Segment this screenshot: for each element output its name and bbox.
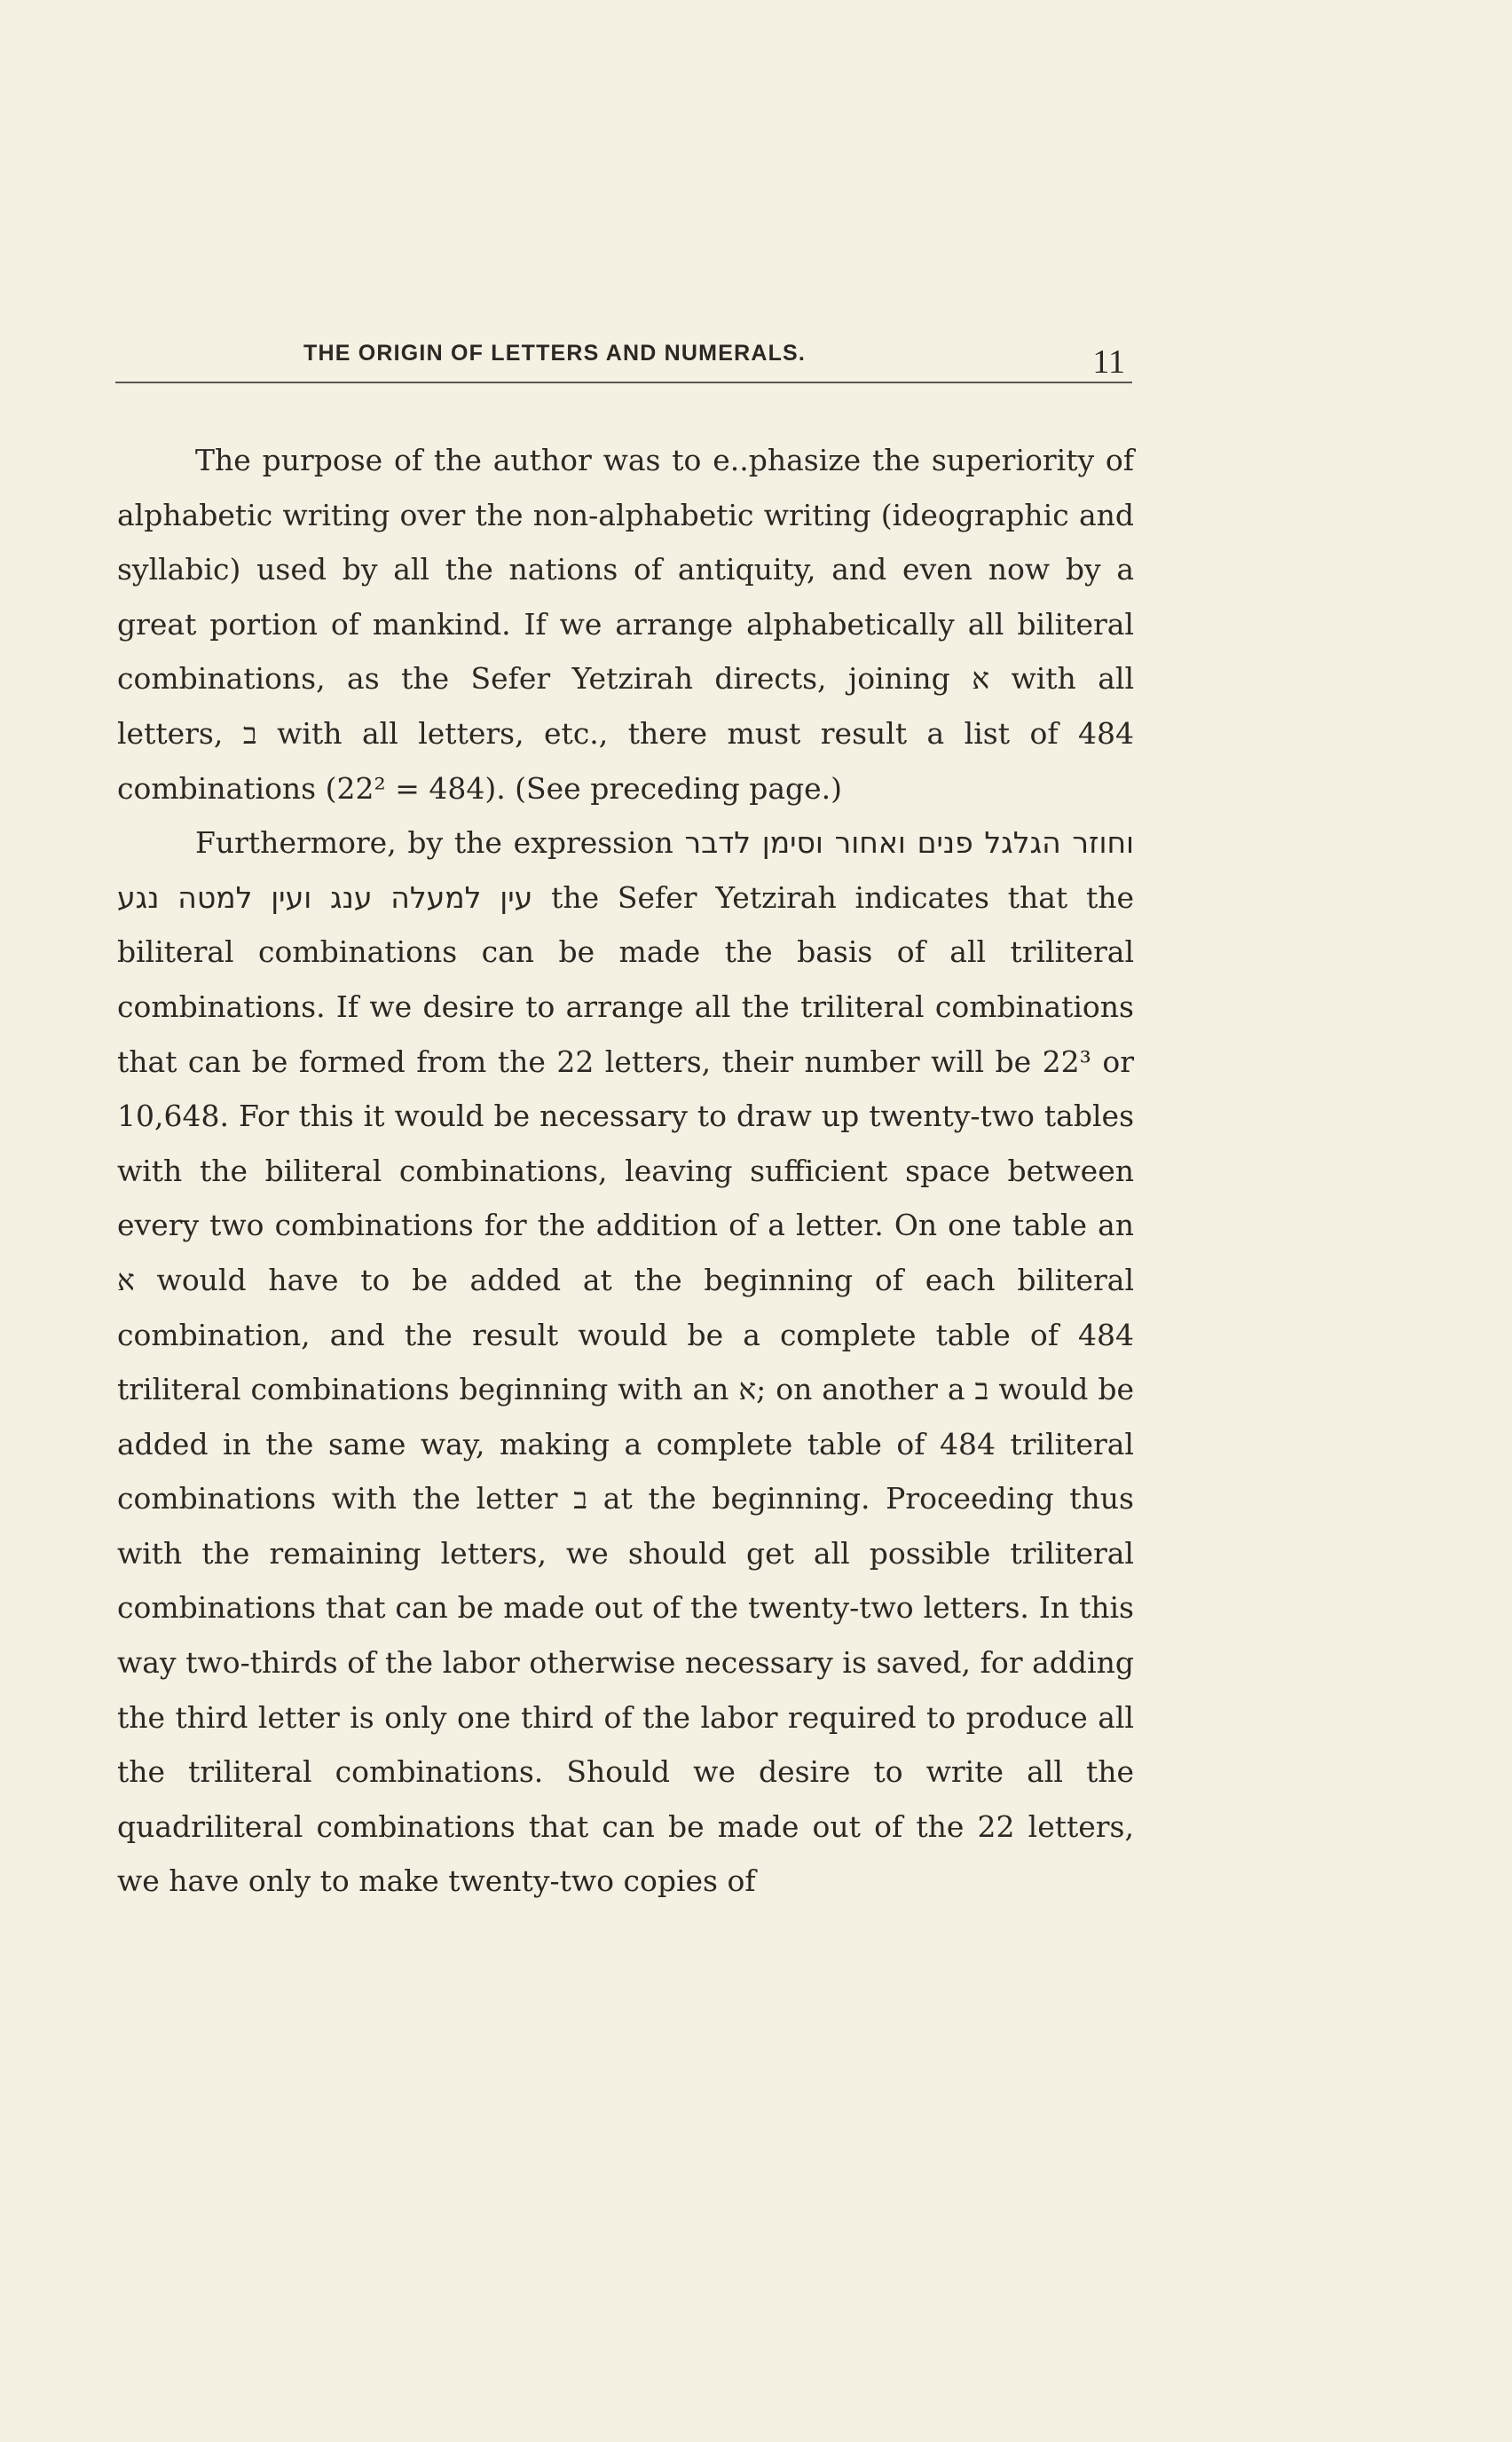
page-number: 11 [1092, 343, 1125, 381]
text-body [117, 433, 1134, 1909]
paragraph-2-lead: Furthermore, by the expression [195, 825, 673, 861]
running-title: THE ORIGIN OF LETTERS AND NUMERALS. [303, 341, 807, 366]
paragraph-2 [117, 815, 1134, 1909]
hebrew-quotation: וחוזר הגלגל פנים ואחור וסימן לדבר עין למעלה ענג ועין למטה נגע [117, 825, 1135, 915]
paragraph-2-rest: the Sefer Yetzirah indicates that the biliteral combinations can be made the basis of all triliteral combinations. If we desire to arrange all the triliteral combinations that can be formed from the 22 letters, their number will be 22³ or 10,648. For this it would be necessary to draw up twenty-two tables with the biliteral combinations, leaving sufficient space between every two combinations for the addition of a letter. On one table an א would have to be added at the beginning of each biliteral combination, and the result would be a complete table of 484 triliteral combinations beginning with an א; on another a ב would be added in the same way, making a complete table of 484 triliteral combinations with the letter ב at the beginning. Proceeding thus with the remaining letters, we should get all possible triliteral combinations that can be made out of the twenty-two letters. In this way two-thirds of the labor otherwise necessary is saved, for adding the third letter is only one third of the labor required to produce all the triliteral combinations. Should we desire to write all the quadriliteral combinations that can be made out of the 22 letters, we have only to make twenty-two copies of [117, 879, 1134, 1899]
paragraph-1: The purpose of the author was to e..phasize the superiority of alphabetic writing over the non-alphabetic writing (ideographic and syllabic) used by all the nations of antiquity, and even now by a great portion of mankind. If we arrange alphabetically all biliteral combinations, as the Sefer Yetzirah directs, joining א with all letters, ב with all letters, etc., there must result a list of 484 combinations (22² = 484). (See preceding page.) [117, 443, 1135, 806]
page-header [115, 339, 1132, 383]
